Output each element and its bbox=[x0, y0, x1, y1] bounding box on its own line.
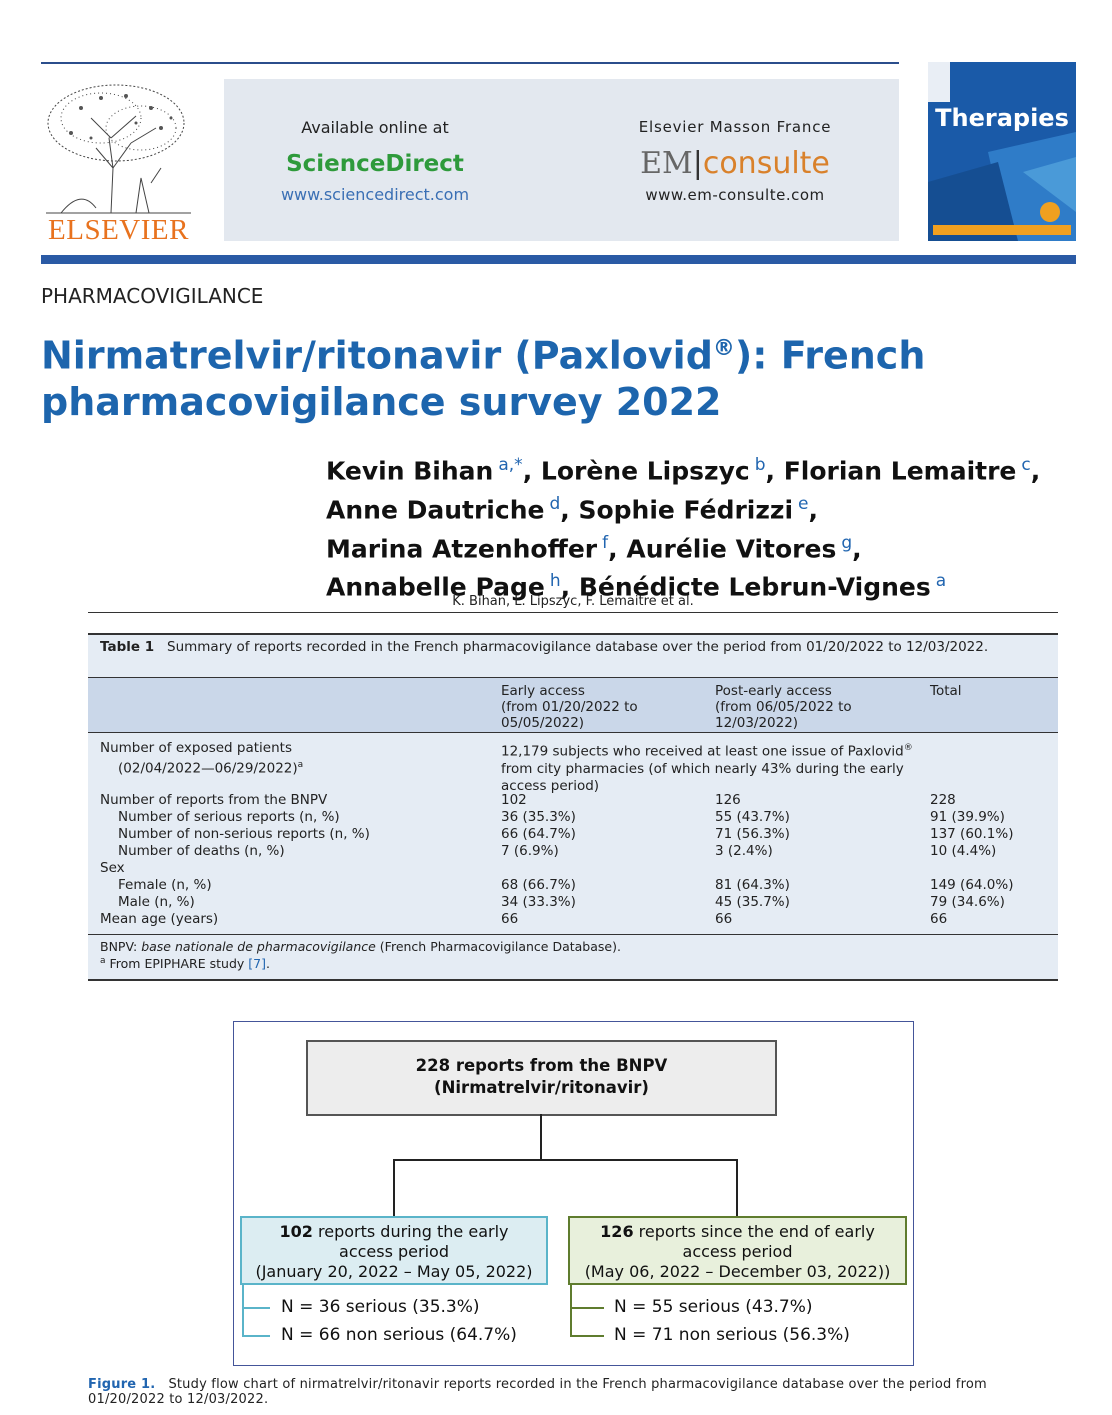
table-body-bottom-rule bbox=[88, 934, 1058, 935]
cell-post: 66 bbox=[715, 911, 733, 927]
sciencedirect-url[interactable]: www.sciencedirect.com bbox=[280, 185, 470, 204]
cell-total: 91 (39.9%) bbox=[930, 809, 1005, 825]
table-row: Female (n, %) bbox=[118, 877, 212, 893]
connector-branch bbox=[393, 1159, 737, 1161]
flow-box-post-early bbox=[568, 1216, 907, 1285]
author-affiliation[interactable]: a,* bbox=[498, 455, 523, 475]
cell-total: 228 bbox=[930, 792, 956, 808]
title-line-2: pharmacovigilance survey 2022 bbox=[41, 379, 722, 424]
journal-cover bbox=[928, 62, 1076, 241]
cell-total: 66 bbox=[930, 911, 948, 927]
exposed-footnote-mark[interactable]: a bbox=[297, 760, 304, 770]
post-l2: access period bbox=[682, 1242, 793, 1261]
author-sep: , bbox=[765, 456, 784, 486]
author-name: Kevin Bihan bbox=[326, 456, 494, 486]
author-sep: , bbox=[852, 533, 862, 563]
title-part-1: Nirmatrelvir/ritonavir (Paxlovid bbox=[41, 333, 713, 378]
post-l1: reports since the end of early bbox=[633, 1222, 875, 1241]
table-footnotes bbox=[100, 939, 621, 971]
early-count: 102 bbox=[279, 1222, 313, 1241]
cell-total: 137 (60.1%) bbox=[930, 826, 1014, 842]
author-affiliation[interactable]: e bbox=[798, 493, 809, 514]
early-l3: (January 20, 2022 – May 05, 2022) bbox=[255, 1262, 533, 1281]
cell-early: 66 bbox=[501, 911, 519, 927]
exposed-value bbox=[501, 740, 913, 795]
author-affiliation[interactable]: c bbox=[1021, 455, 1031, 475]
cell-early: 36 (35.3%) bbox=[501, 809, 576, 825]
cell-early: 68 (66.7%) bbox=[501, 877, 576, 893]
early-l1: reports during the early bbox=[312, 1222, 509, 1241]
header-early-l3: 05/05/2022) bbox=[501, 715, 585, 731]
emconsulte-logo: EM|consulte bbox=[640, 146, 830, 181]
reference-link[interactable]: [7] bbox=[248, 956, 266, 972]
footnote-rest: (French Pharmacovigilance Database). bbox=[379, 939, 621, 954]
sciencedirect-brand: ScienceDirect bbox=[286, 151, 464, 177]
table-row: Mean age (years) bbox=[100, 911, 219, 927]
exposed-value-l1: 12,179 subjects who received at least one issue of Paxlovid bbox=[501, 743, 904, 760]
connector-trunk bbox=[540, 1114, 542, 1160]
left-sub-branch-1 bbox=[242, 1307, 270, 1309]
footnote-italic: base nationale de pharmacovigilance bbox=[141, 939, 376, 954]
cell-early: 66 (64.7%) bbox=[501, 826, 576, 842]
cell-early: 34 (33.3%) bbox=[501, 894, 576, 910]
cell-total: 10 (4.4%) bbox=[930, 843, 997, 859]
cell-post: 81 (64.3%) bbox=[715, 877, 790, 893]
title-part-2: ): French bbox=[734, 333, 926, 378]
header-early-l1: Early access bbox=[501, 683, 585, 699]
author-sep: , bbox=[560, 495, 579, 525]
table-row: Male (n, %) bbox=[118, 894, 195, 910]
header-thick-rule bbox=[41, 255, 1076, 264]
exposed-value-l3: access period) bbox=[501, 777, 600, 794]
flow-box-total-l1: 228 reports from the BNPV bbox=[415, 1056, 668, 1075]
figure-caption bbox=[88, 1377, 1063, 1407]
header-early-l2: (from 01/20/2022 to bbox=[501, 699, 638, 715]
author-name: Bénédicte Lebrun-Vignes bbox=[578, 572, 931, 602]
post-count: 126 bbox=[600, 1222, 634, 1241]
title-registered-mark: ® bbox=[712, 336, 735, 361]
table-label: Table 1 bbox=[100, 639, 155, 655]
cell-total: 149 (64.0%) bbox=[930, 877, 1014, 893]
author-affiliation[interactable]: d bbox=[549, 493, 561, 514]
right-sub-branch-1 bbox=[570, 1307, 604, 1309]
table-row: Sex bbox=[100, 860, 125, 876]
right-sub-branch-2 bbox=[570, 1335, 604, 1337]
table-row: Number of reports from the BNPV bbox=[100, 792, 328, 808]
running-head-rule bbox=[88, 612, 1058, 613]
footnote-abbr: BNPV: bbox=[100, 939, 138, 954]
emconsulte-logo-consulte: consulte bbox=[702, 146, 830, 181]
elsevier-masson-text: Elsevier Masson France bbox=[638, 118, 832, 136]
table-header-bottom-rule bbox=[88, 732, 1058, 733]
exposed-label bbox=[100, 740, 303, 778]
cell-post: 55 (43.7%) bbox=[715, 809, 790, 825]
table-row: Number of deaths (n, %) bbox=[118, 843, 285, 859]
post-serious: N = 55 serious (43.7%) bbox=[614, 1297, 813, 1317]
early-serious: N = 36 serious (35.3%) bbox=[281, 1297, 480, 1317]
left-sub-trunk bbox=[242, 1284, 244, 1336]
author-sep: , bbox=[1030, 456, 1041, 486]
emconsulte-url[interactable]: www.em-consulte.com bbox=[645, 186, 825, 204]
author-affiliation[interactable]: g bbox=[841, 532, 853, 553]
header-post-l3: 12/03/2022) bbox=[715, 715, 799, 731]
cell-post: 45 (35.7%) bbox=[715, 894, 790, 910]
author-name: Lorène Lipszyc bbox=[540, 456, 750, 486]
flow-box-total-l2: (Nirmatrelvir/ritonavir) bbox=[434, 1078, 649, 1097]
author-list bbox=[326, 449, 1086, 604]
author-name: Sophie Fédrizzi bbox=[578, 495, 794, 525]
table-header-top-rule bbox=[88, 677, 1058, 678]
author-affiliation[interactable]: a bbox=[935, 571, 947, 592]
connector-right bbox=[736, 1159, 738, 1216]
table-header bbox=[88, 678, 1058, 732]
section-label: PHARMACOVIGILANCE bbox=[41, 284, 264, 308]
author-sep: , bbox=[522, 456, 541, 486]
running-head: K. Bihan, L. Lipszyc, F. Lemaitre et al. bbox=[452, 594, 694, 609]
cell-post: 126 bbox=[715, 792, 741, 808]
author-sep: , bbox=[808, 495, 819, 525]
footnote-mark: a bbox=[100, 956, 106, 966]
table-row: Number of non-serious reports (n, %) bbox=[118, 826, 370, 842]
author-name: Aurélie Vitores bbox=[626, 533, 837, 563]
header-total: Total bbox=[930, 683, 962, 699]
elsevier-wordmark: ELSEVIER bbox=[48, 214, 189, 246]
header-post-l2: (from 06/05/2022 to bbox=[715, 699, 852, 715]
article-title bbox=[41, 326, 1041, 425]
header-early-access bbox=[501, 683, 638, 731]
table-bottom-rule bbox=[88, 979, 1058, 981]
early-l2: access period bbox=[339, 1242, 449, 1261]
post-l3: (May 06, 2022 – December 03, 2022)) bbox=[584, 1262, 891, 1281]
cell-early: 7 (6.9%) bbox=[501, 843, 559, 859]
header-post-early-access bbox=[715, 683, 852, 731]
flow-box-early bbox=[240, 1216, 548, 1285]
figure-caption-text: Study flow chart of nirmatrelvir/ritonavir reports recorded in the French pharmacovigilance database over the period from 01/20/2022 to 12/03/2022. bbox=[88, 1377, 987, 1407]
exposed-value-l2: from city pharmacies (of which nearly 43% during the early bbox=[501, 760, 904, 777]
author-affiliation[interactable]: f bbox=[602, 532, 609, 553]
exposed-label-l1: Number of exposed patients bbox=[100, 740, 292, 756]
early-nonserious: N = 66 non serious (64.7%) bbox=[281, 1325, 517, 1345]
flow-box-total bbox=[306, 1040, 777, 1116]
table-caption bbox=[100, 639, 1050, 655]
cell-early: 102 bbox=[501, 792, 527, 808]
author-name: Florian Lemaitre bbox=[783, 456, 1017, 486]
right-sub-trunk bbox=[570, 1284, 572, 1336]
author-name: Anne Dautriche bbox=[326, 495, 545, 525]
table-caption-text: Summary of reports recorded in the French pharmacovigilance database over the period from 01/20/2022 to 12/03/2022. bbox=[167, 639, 989, 655]
emconsulte-logo-em: EM bbox=[640, 146, 693, 181]
author-sep: , bbox=[608, 533, 627, 563]
connector-left bbox=[393, 1159, 395, 1216]
cell-post: 3 (2.4%) bbox=[715, 843, 773, 859]
exposed-label-l2: (02/04/2022—06/29/2022) bbox=[118, 760, 298, 777]
table-top-rule bbox=[88, 633, 1058, 635]
cell-post: 71 (56.3%) bbox=[715, 826, 790, 842]
header-post-l1: Post-early access bbox=[715, 683, 832, 699]
footnote-text: From EPIPHARE study bbox=[109, 956, 245, 972]
author-affiliation[interactable]: b bbox=[754, 455, 766, 475]
author-name: Marina Atzenhoffer bbox=[326, 533, 598, 563]
figure-label: Figure 1. bbox=[88, 1377, 156, 1392]
footnote-end: . bbox=[265, 956, 270, 972]
header-top-rule bbox=[41, 62, 899, 64]
journal-cover-title: Therapies bbox=[935, 104, 1069, 132]
post-nonserious: N = 71 non serious (56.3%) bbox=[614, 1325, 850, 1345]
sciencedirect-available-text: Available online at bbox=[301, 118, 449, 137]
table-1 bbox=[88, 633, 1058, 981]
table-row: Number of serious reports (n, %) bbox=[118, 809, 340, 825]
author-sep: , bbox=[560, 572, 579, 602]
exposed-value-sup: ® bbox=[903, 743, 913, 753]
author-affiliation[interactable]: h bbox=[549, 571, 561, 592]
left-sub-branch-2 bbox=[242, 1335, 270, 1337]
cell-total: 79 (34.6%) bbox=[930, 894, 1005, 910]
author-name: Annabelle Page bbox=[326, 572, 545, 602]
